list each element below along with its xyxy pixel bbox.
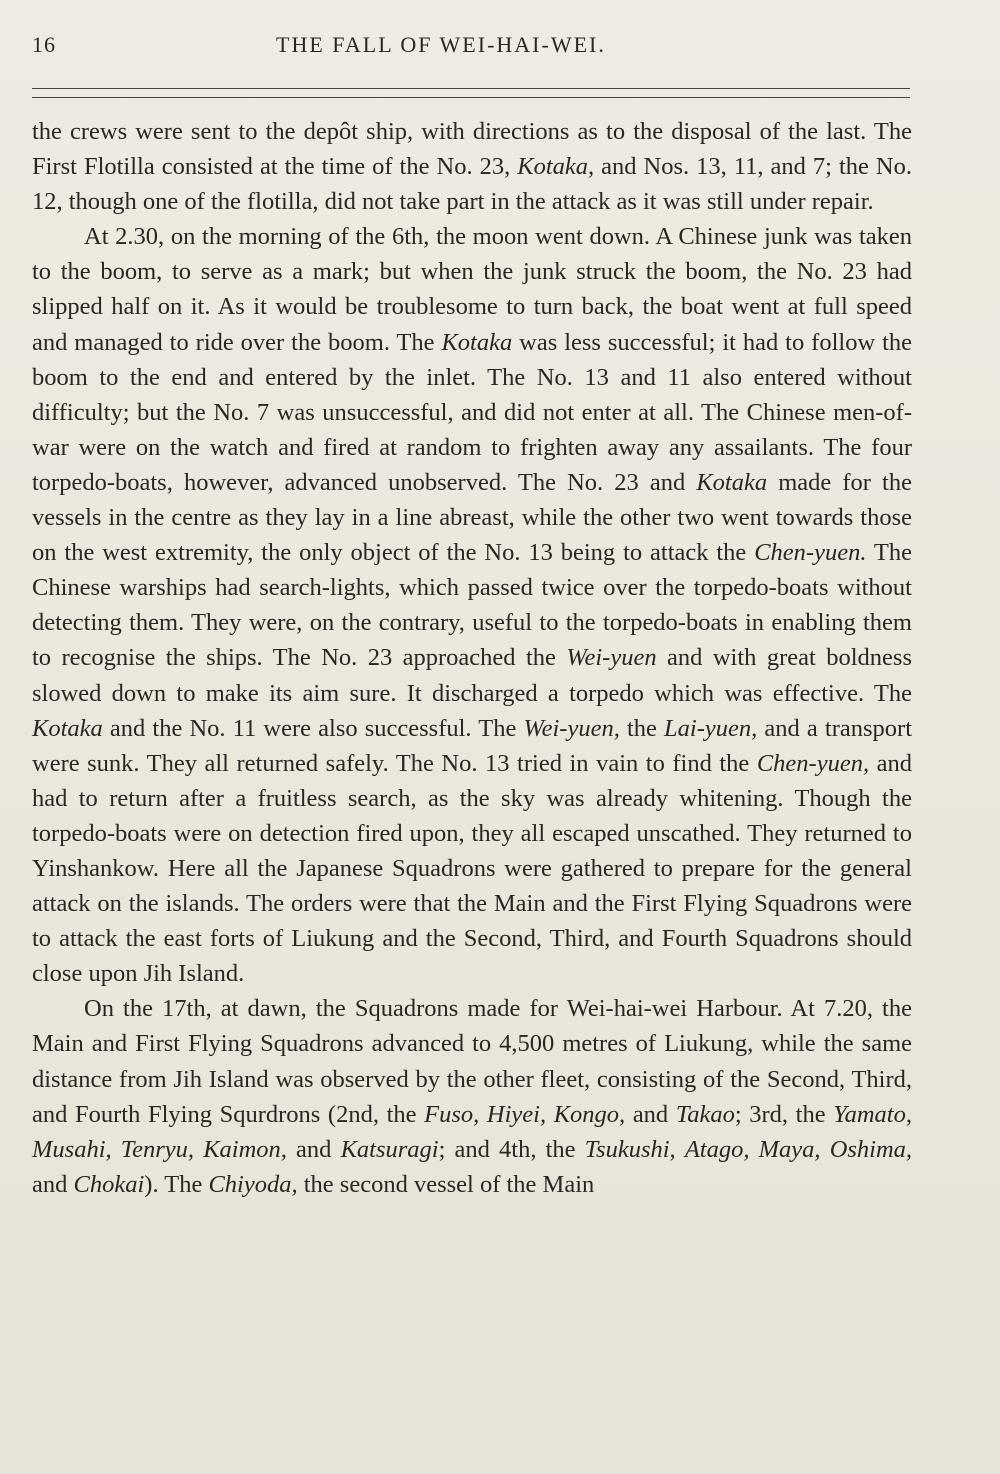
italic-ship-name: Hiyei, <box>486 1100 547 1128</box>
italic-ship-name: Kaimon, <box>203 1135 287 1163</box>
text-run: and the No. 11 were also successful. The <box>102 714 524 742</box>
italic-ship-name: Chiyoda, <box>208 1170 298 1198</box>
text-run <box>546 1101 554 1128</box>
italic-ship-name: Kotaka, <box>517 153 595 181</box>
italic-ship-name: Kotaka <box>696 468 768 496</box>
italic-ship-name: Kotaka <box>441 328 513 356</box>
text-run: and Nos. 13, 11, and 7; the No. 12, though one of the flotilla, did not take part in the attack as it was still under repair. <box>32 153 912 216</box>
text-run: ; 3rd, the <box>734 1100 834 1128</box>
header-rule <box>32 88 910 98</box>
italic-ship-name: Musahi, <box>32 1135 112 1163</box>
page-header <box>32 30 920 64</box>
italic-ship-name: Katsuragi <box>340 1135 439 1163</box>
text-run: and a transport were sunk. They all returned safely. The No. 13 tried in vain to find the <box>32 714 912 777</box>
text-run: the <box>619 714 665 742</box>
text-run: and with great boldness slowed down to make its aim sure. It discharged a torpedo which was effective. The <box>32 644 912 707</box>
paragraph <box>32 114 912 219</box>
paragraph <box>32 991 912 1202</box>
text-run: On the 17th, at dawn, the Squadrons made for Wei-hai-wei Harbour. At 7.20, the Main and First Flying Squadrons advanced to 4,500 metres of Liukung, while the same distance from Jih Island was observed by the other fleet, consisting of the Second, Third, and Fourth Flying Squrdrons (2nd, the <box>32 995 912 1128</box>
text-run: and <box>625 1100 676 1128</box>
italic-ship-name: Chokai <box>73 1170 145 1198</box>
text-run <box>479 1101 487 1128</box>
text-run <box>749 1136 758 1163</box>
page-number: 16 <box>32 32 56 57</box>
body-text <box>32 114 912 1202</box>
text-run <box>676 1136 685 1163</box>
text-run <box>194 1136 203 1163</box>
running-title: THE FALL OF WEI-HAI-WEI. <box>276 32 606 57</box>
text-run: and <box>286 1135 341 1163</box>
italic-ship-name: Lai-yuen, <box>664 714 758 742</box>
text-run: made for the vessels in the centre as they lay in a line abreast, while the other two went towards those on the west extremity, the only object of the No. 13 being to attack the <box>32 468 912 567</box>
text-run: ). The <box>144 1170 209 1198</box>
italic-ship-name: Tenryu, <box>120 1135 195 1163</box>
text-run <box>821 1136 830 1163</box>
italic-ship-name: Tsukushi, <box>584 1135 676 1163</box>
italic-ship-name: Oshima, <box>829 1135 913 1163</box>
text-run: the crews were sent to the depôt ship, with directions as to the disposal of the last. The First Flotilla consisted at the time of the No. 23, <box>32 118 912 181</box>
text-run: was less successful; it had to follow the boom to the end and entered by the inlet. The No. 13 and 11 also entered without difficulty; but the No. 7 was unsuccessful, and did not enter at all. The Chinese men-of-war were on the watch and fired at random to frighten away any assailants. The four torpedo-boats, however, advanced unobserved. The No. 23 and <box>32 328 913 496</box>
text-run <box>112 1136 121 1163</box>
italic-ship-name: Chen-yuen. <box>754 539 867 567</box>
text-run: and had to return after a fruitless search, as the sky was already whitening. Though the torpedo-boats were on detection fired upon, they all escaped unscathed. They returned to Yinshankow. Here all the Japanese Squadrons were gathered to prepare for the general attack on the islands. The orders were that the Main and the First Flying Squadrons were to attack the east forts of Liukung and the Second, Third, and Fourth Squadrons should close upon Jih Island. <box>32 749 913 988</box>
text-run: The Chinese warships had search-lights, which passed twice over the torpedo-boats without detecting them. They were, on the contrary, useful to the torpedo-boats in enabling them to recognise the ships. The No. 23 approached the <box>32 539 912 672</box>
italic-ship-name: Kongo, <box>553 1100 626 1128</box>
italic-ship-name: Maya, <box>758 1135 821 1163</box>
italic-ship-name: Chen-yuen, <box>756 749 870 777</box>
italic-ship-name: Wei-yuen, <box>523 714 620 742</box>
italic-ship-name: Yamato, <box>833 1100 912 1128</box>
italic-ship-name: Atago, <box>684 1135 750 1163</box>
text-run: At 2.30, on the morning of the 6th, the moon went down. A Chinese junk was taken to the boom, to serve as a mark; but when the junk struck the boom, the No. 23 had slipped half on it. As it would be troublesome to turn back, the boat went at full speed and managed to ride over the boom. The <box>32 223 912 356</box>
italic-ship-name: Takao <box>675 1100 735 1128</box>
italic-ship-name: Wei-yuen <box>566 644 657 672</box>
paragraph <box>32 219 912 991</box>
italic-ship-name: Fuso, <box>424 1100 480 1128</box>
italic-ship-name: Kotaka <box>32 714 103 742</box>
text-run: the second vessel of the Main <box>297 1170 595 1198</box>
text-run: and <box>32 1170 74 1198</box>
text-run: ; and 4th, the <box>438 1135 585 1163</box>
